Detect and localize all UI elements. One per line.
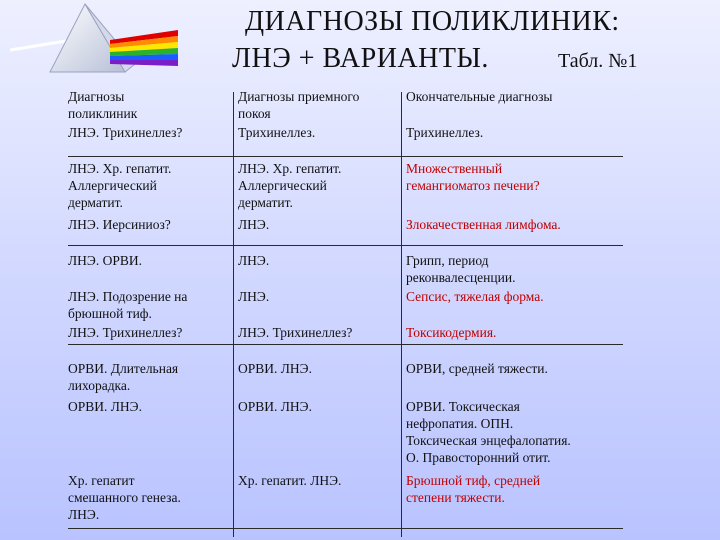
row-divider bbox=[68, 528, 623, 529]
table-cell: ОРВИ. ЛНЭ. bbox=[68, 399, 142, 414]
table-cell: Грипп, период реконвалесценции. bbox=[406, 253, 516, 285]
table-cell: ЛНЭ. Хр. гепатит. Аллергический дерматит. bbox=[68, 161, 172, 210]
table-cell: ОРВИ. ЛНЭ. bbox=[238, 361, 312, 376]
table-cell-highlight: Токсикодермия. bbox=[406, 325, 497, 340]
table-cell: ЛНЭ. Иерсиниоз? bbox=[68, 217, 171, 232]
table-cell: ОРВИ. ЛНЭ. bbox=[238, 399, 312, 414]
table-cell: ЛНЭ. bbox=[238, 289, 270, 304]
column-divider bbox=[401, 92, 402, 537]
table-cell: ЛНЭ. ОРВИ. bbox=[68, 253, 142, 268]
table-cell: Хр. гепатит смешанного генеза. ЛНЭ. bbox=[68, 473, 181, 522]
table-cell: ЛНЭ. Трихинеллез? bbox=[68, 125, 183, 140]
table-cell-highlight: Сепсис, тяжелая форма. bbox=[406, 289, 544, 304]
table-cell: ЛНЭ. Трихинеллез? bbox=[68, 325, 183, 340]
table-cell: ЛНЭ. bbox=[238, 253, 270, 268]
row-divider bbox=[68, 156, 623, 157]
table-cell: ОРВИ. Длительная лихорадка. bbox=[68, 361, 179, 393]
title-line2: ЛНЭ + ВАРИАНТЫ. bbox=[232, 43, 489, 74]
table-cell: Трихинеллез. bbox=[406, 125, 484, 140]
title-line1: ДИАГНОЗЫ ПОЛИКЛИНИК: bbox=[245, 6, 620, 37]
table-cell: ЛНЭ. bbox=[238, 217, 270, 232]
table-cell: ОРВИ, средней тяжести. bbox=[406, 361, 548, 376]
prism-icon bbox=[10, 2, 180, 87]
table-label: Табл. №1 bbox=[558, 50, 638, 72]
column-header-final: Окончательные диагнозы bbox=[406, 89, 553, 104]
table-cell: Хр. гепатит. ЛНЭ. bbox=[238, 473, 342, 488]
table-cell: ЛНЭ. Хр. гепатит. Аллергический дерматит. bbox=[238, 161, 342, 210]
row-divider bbox=[68, 344, 623, 345]
table-cell-highlight: Множественный гемангиоматоз печени? bbox=[406, 161, 540, 193]
column-header-clinics: Диагнозы поликлиник bbox=[68, 89, 138, 121]
table-cell-highlight: Злокачественная лимфома. bbox=[406, 217, 561, 232]
row-divider bbox=[68, 245, 623, 246]
table-cell-highlight: Брюшной тиф, средней степени тяжести. bbox=[406, 473, 541, 505]
table-cell: Трихинеллез. bbox=[238, 125, 316, 140]
table-cell: ЛНЭ. Трихинеллез? bbox=[238, 325, 353, 340]
table-cell: ЛНЭ. Подозрение на брюшной тиф. bbox=[68, 289, 188, 321]
column-header-admission: Диагнозы приемного покоя bbox=[238, 89, 360, 121]
table-cell: ОРВИ. Токсическая нефропатия. ОПН. Токсическая энцефалопатия. О. Правосторонний отит. bbox=[406, 399, 571, 465]
header bbox=[0, 0, 720, 95]
column-divider bbox=[233, 92, 234, 537]
